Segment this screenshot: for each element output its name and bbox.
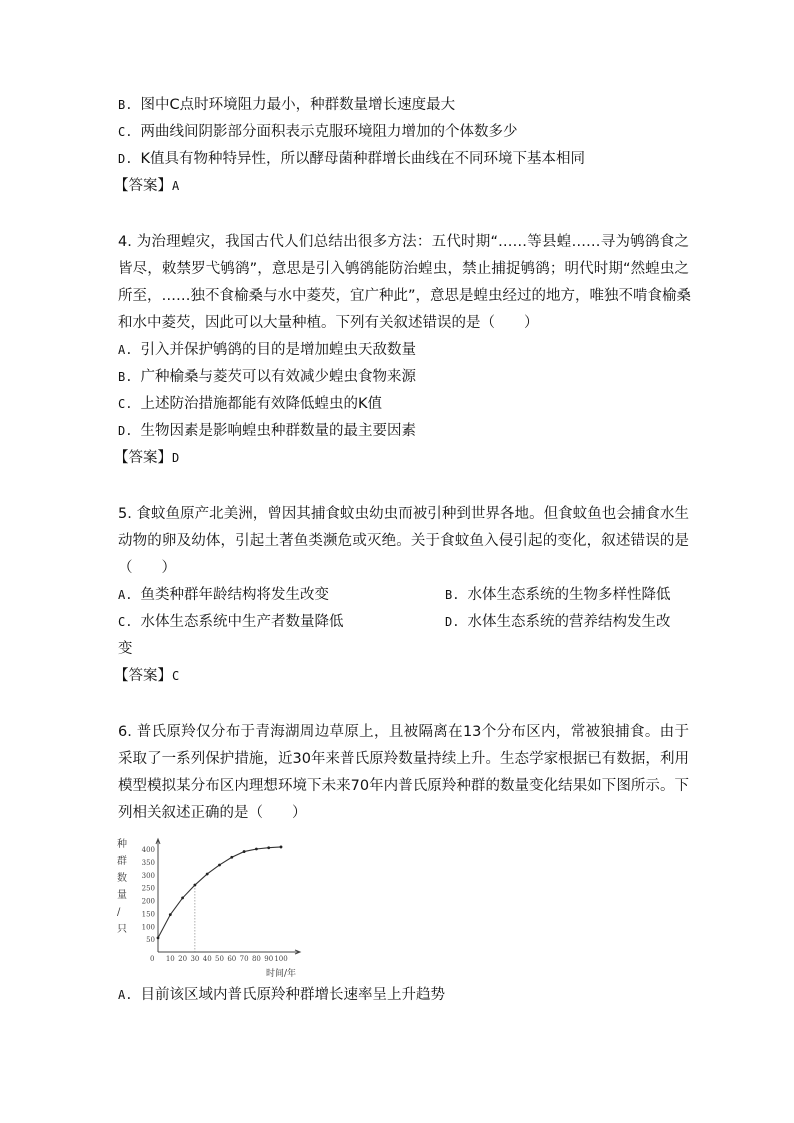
- q5-answer: [114, 666, 180, 686]
- option-text: 生物因素是影响蝗虫种群数量的最主要因素: [140, 423, 416, 439]
- y-tick-label: 300: [141, 871, 155, 880]
- q4-option-a: [118, 340, 416, 360]
- ticks: [142, 846, 288, 963]
- x-tick-label: 90: [264, 955, 274, 963]
- x-tick-label: 40: [202, 955, 212, 963]
- q4-stem-line: 所至，……独不食榆桑与水中菱芡，宜广种此”，意思是蝗虫经过的地方，唯独不啃食榆桑: [118, 288, 692, 304]
- y-tick-label: 100: [141, 923, 155, 932]
- q6-stem-line: 列相关叙述正确的是（ ）: [118, 805, 307, 821]
- option-text: 水体生态系统的营养结构发生改: [467, 614, 671, 630]
- q4-stem-line: 皆尽，敕禁罗弋鸲鹆”，意思是引入鸲鹆能防治蝗虫，禁止捕捉鸲鹆；明代时期“然蝗虫之: [118, 261, 689, 277]
- option-text: 引入并保护鸲鹆的目的是增加蝗虫天敌数量: [140, 342, 416, 358]
- option-label: C.: [118, 615, 133, 629]
- q5-option-d: [445, 612, 670, 632]
- y-axis-label-char: 量: [117, 890, 127, 901]
- population-chart: [116, 835, 326, 983]
- data-point: [280, 846, 283, 849]
- q5-option-c: [118, 612, 343, 632]
- q4-stem-line: 4. 为治理蝗灾，我国古代人们总结出很多方法：五代时期“……等县蝗……寻为鸲鹆食之: [118, 234, 689, 250]
- q5-stem-line: （ ）: [118, 560, 176, 576]
- option-label: D.: [445, 615, 460, 629]
- y-tick-label: 150: [141, 910, 155, 919]
- q4-stem-line: 和水中菱芡，因此可以大量种植。下列有关叙述错误的是（ ）: [118, 315, 539, 331]
- x-tick-label: 60: [227, 955, 237, 963]
- option-text: 上述防治措施都能有效降低蝗虫的K值: [140, 396, 382, 412]
- data-point: [230, 856, 233, 859]
- q4-option-d: [118, 421, 416, 441]
- series: [157, 846, 283, 952]
- option-label: B.: [118, 98, 133, 112]
- axes: [156, 839, 300, 954]
- option-label: D.: [118, 424, 133, 438]
- option-label: B.: [118, 370, 133, 384]
- y-tick-label: 350: [141, 858, 155, 867]
- option-label: D.: [118, 152, 133, 166]
- data-point: [157, 936, 160, 939]
- data-point: [255, 848, 258, 851]
- option-text: 图中C点时环境阻力最小，种群数量增长速度最大: [140, 97, 456, 113]
- x-tick-label: 20: [178, 955, 188, 963]
- answer-value: D: [172, 451, 180, 465]
- x-tick-label: 0: [150, 955, 155, 963]
- answer-value: C: [172, 669, 180, 683]
- answer-key: 【答案】: [114, 450, 172, 466]
- q5-stem-line: 5. 食蚊鱼原产北美洲，曾因其捕食蚊虫幼虫而被引种到世界各地。但食蚊鱼也会捕食水生: [118, 506, 689, 522]
- q4-answer: [114, 448, 180, 468]
- y-axis-label-char: 群: [117, 856, 127, 867]
- q3-option-d: [118, 149, 585, 169]
- data-point: [206, 873, 209, 876]
- data-point: [194, 884, 197, 887]
- option-text: 两曲线间阴影部分面积表示克服环境阻力增加的个体数多少: [140, 124, 518, 140]
- x-tick-label: 50: [215, 955, 224, 963]
- y-axis-label-char: 种: [117, 839, 127, 850]
- data-point: [243, 850, 246, 853]
- option-label: A.: [118, 988, 133, 1002]
- y-axis-label-char: 只: [117, 924, 127, 935]
- option-label: A.: [118, 343, 133, 357]
- q5-stem-line: 动物的卵及幼体，引起土著鱼类濒危或灭绝。关于食蚊鱼入侵引起的变化，叙述错误的是: [118, 533, 689, 549]
- data-point: [267, 846, 270, 849]
- option-label: C.: [118, 125, 133, 139]
- option-label: A.: [118, 588, 133, 602]
- q3-option-b: [118, 95, 455, 115]
- answer-key: 【答案】: [114, 668, 172, 684]
- option-text: K值具有物种特异性，所以酵母菌种群增长曲线在不同环境下基本相同: [140, 151, 585, 167]
- q3-option-c: [118, 122, 517, 142]
- option-text: 鱼类种群年龄结构将发生改变: [140, 587, 329, 603]
- answer-value: A: [172, 179, 180, 193]
- q5-option-d-wrap: 变: [118, 641, 133, 657]
- population-curve: [158, 847, 281, 938]
- answer-key: 【答案】: [114, 178, 172, 194]
- data-point: [169, 913, 172, 916]
- x-tick-label: 30: [190, 955, 200, 963]
- q3-answer: [114, 176, 180, 196]
- y-tick-label: 400: [141, 846, 155, 854]
- q6-stem-line: 模型模拟某分布区内理想环境下未来70年内普氏原羚种群的数量变化结果如下图所示。下: [118, 778, 689, 794]
- q5-option-a: [118, 585, 329, 605]
- x-tick-label: 100: [274, 955, 288, 963]
- y-tick-label: 50: [146, 936, 155, 945]
- q6-stem-line: 6. 普氏原羚仅分布于青海湖周边草原上，且被隔离在13个分布区内，常被狼捕食。由于: [118, 724, 689, 740]
- x-tick-label: 80: [251, 955, 261, 963]
- q4-option-b: [118, 367, 416, 387]
- option-label: C.: [118, 397, 133, 411]
- x-tick-label: 70: [239, 955, 249, 963]
- y-axis-label: [117, 837, 127, 935]
- y-axis-label-char: 数: [117, 873, 127, 884]
- q6-option-a: [118, 985, 445, 1005]
- q4-option-c: [118, 394, 382, 414]
- q5-option-b: [445, 585, 670, 605]
- option-text: 目前该区域内普氏原羚种群增长速率呈上升趋势: [140, 987, 445, 1003]
- option-label: B.: [445, 588, 460, 602]
- data-point: [181, 897, 184, 900]
- data-point: [218, 864, 221, 867]
- y-tick-label: 200: [141, 897, 155, 906]
- y-axis-label-char: /: [117, 907, 121, 918]
- y-tick-label: 250: [141, 884, 155, 893]
- option-text: 水体生态系统中生产者数量降低: [140, 614, 344, 630]
- option-text: 广种榆桑与菱芡可以有效减少蝗虫食物来源: [140, 369, 416, 385]
- q6-stem-line: 采取了一系列保护措施，近30年来普氏原羚数量持续上升。生态学家根据已有数据，利用: [118, 751, 689, 767]
- option-text: 水体生态系统的生物多样性降低: [467, 587, 671, 603]
- x-tick-label: 10: [165, 955, 175, 963]
- x-axis-label: 时间/年: [266, 969, 297, 979]
